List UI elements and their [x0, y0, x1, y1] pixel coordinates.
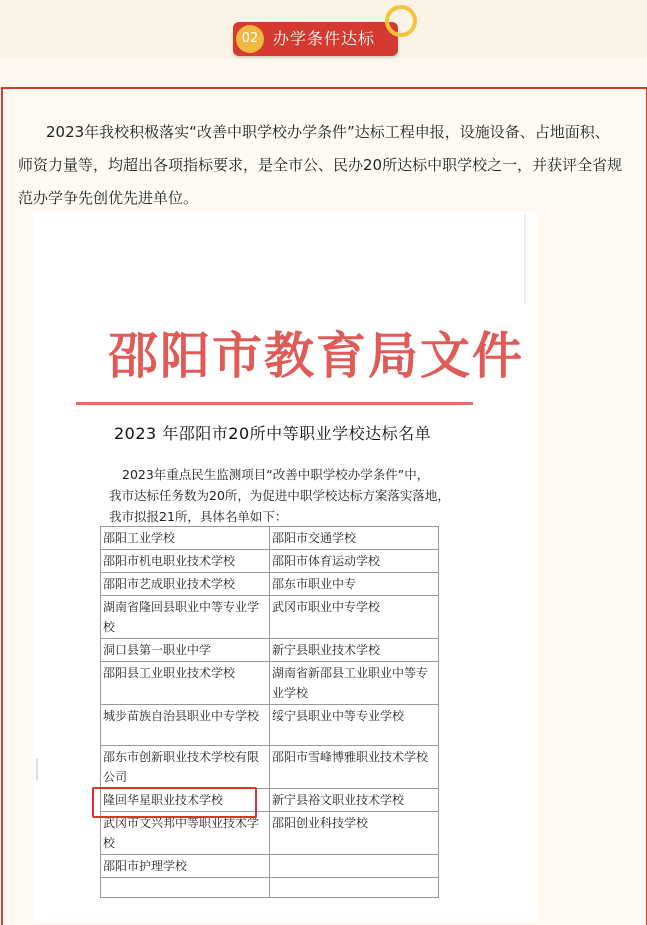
table-cell: 邵阳市护理学校: [101, 855, 270, 878]
table-row: [101, 746, 439, 789]
table-cell: 邵阳创业科技学校: [270, 812, 439, 855]
intro-paragraph: 2023年我校积极落实“改善中职学校办学条件”达标工程申报，设施设备、占地面积、师资力量等，均超出各项指标要求，是全市公、民办20所达标中职学校之一，并获评全省规范办学争先创优先进单位。: [18, 123, 623, 207]
table-cell: 邵东市职业中专: [270, 573, 439, 596]
table-row: [101, 573, 439, 596]
document-header: 邵阳市教育局文件: [108, 326, 524, 385]
table-cell: 湖南省新邵县工业职业中等专业学校: [270, 662, 439, 705]
paragraph-line: 我市拟报21所，具体名单如下：: [109, 509, 288, 524]
highlight-box: [92, 787, 257, 818]
table-cell: 邵阳市机电职业技术学校: [101, 550, 270, 573]
ring-decoration-icon: [385, 5, 417, 37]
table-cell: 邵阳市体育运动学校: [270, 550, 439, 573]
scan-mark: [524, 214, 526, 304]
table-row: [101, 550, 439, 573]
paragraph-line: 我市达标任务数为20所，为促进中职学校达标方案落实落地，: [109, 488, 450, 503]
section-number: 02: [236, 25, 264, 53]
school-list-table: [100, 526, 439, 898]
table-cell: 邵东市创新职业技术学校有限公司: [101, 746, 270, 789]
table-cell: 隆回华星职业技术学校: [101, 789, 270, 812]
table-cell: 邵阳市艺成职业技术学校: [101, 573, 270, 596]
table-cell: 武冈市文兴邦中等职业技术学校: [101, 812, 270, 855]
table-cell: 武冈市职业中专学校: [270, 596, 439, 639]
table-cell: 邵阳县工业职业技术学校: [101, 662, 270, 705]
table-cell: 邵阳市雪峰博雅职业技术学校: [270, 746, 439, 789]
table-cell: [101, 878, 270, 898]
table-cell: 洞口县第一职业中学: [101, 639, 270, 662]
table-row: [101, 878, 439, 898]
table-cell: 湖南省隆回县职业中等专业学校: [101, 596, 270, 639]
section-title: 办学条件达标: [273, 29, 376, 48]
table-cell: 绥宁县职业中等专业学校: [270, 705, 439, 746]
table-row: [101, 639, 439, 662]
table-row: [101, 527, 439, 550]
table-cell: 邵阳市交通学校: [270, 527, 439, 550]
paragraph-line: 2023年重点民生监测项目“改善中职学校办学条件”中，: [122, 467, 430, 482]
table-cell: 新宁县裕文职业技术学校: [270, 789, 439, 812]
table-cell: 邵阳工业学校: [101, 527, 270, 550]
table-row: [101, 662, 439, 705]
header-rule: [76, 402, 473, 405]
document-title: 2023 年邵阳市20所中等职业学校达标名单: [114, 424, 432, 443]
table-row: [101, 596, 439, 639]
table-cell: 新宁县职业技术学校: [270, 639, 439, 662]
table-row: [101, 855, 439, 878]
scan-mark: [36, 758, 38, 780]
section-badge: [233, 22, 398, 56]
table-cell: 城步苗族自治县职业中专学校: [101, 705, 270, 746]
document-paragraph: [100, 464, 470, 527]
table-cell: [270, 878, 439, 898]
table-cell: [270, 855, 439, 878]
table-row: [101, 705, 439, 746]
